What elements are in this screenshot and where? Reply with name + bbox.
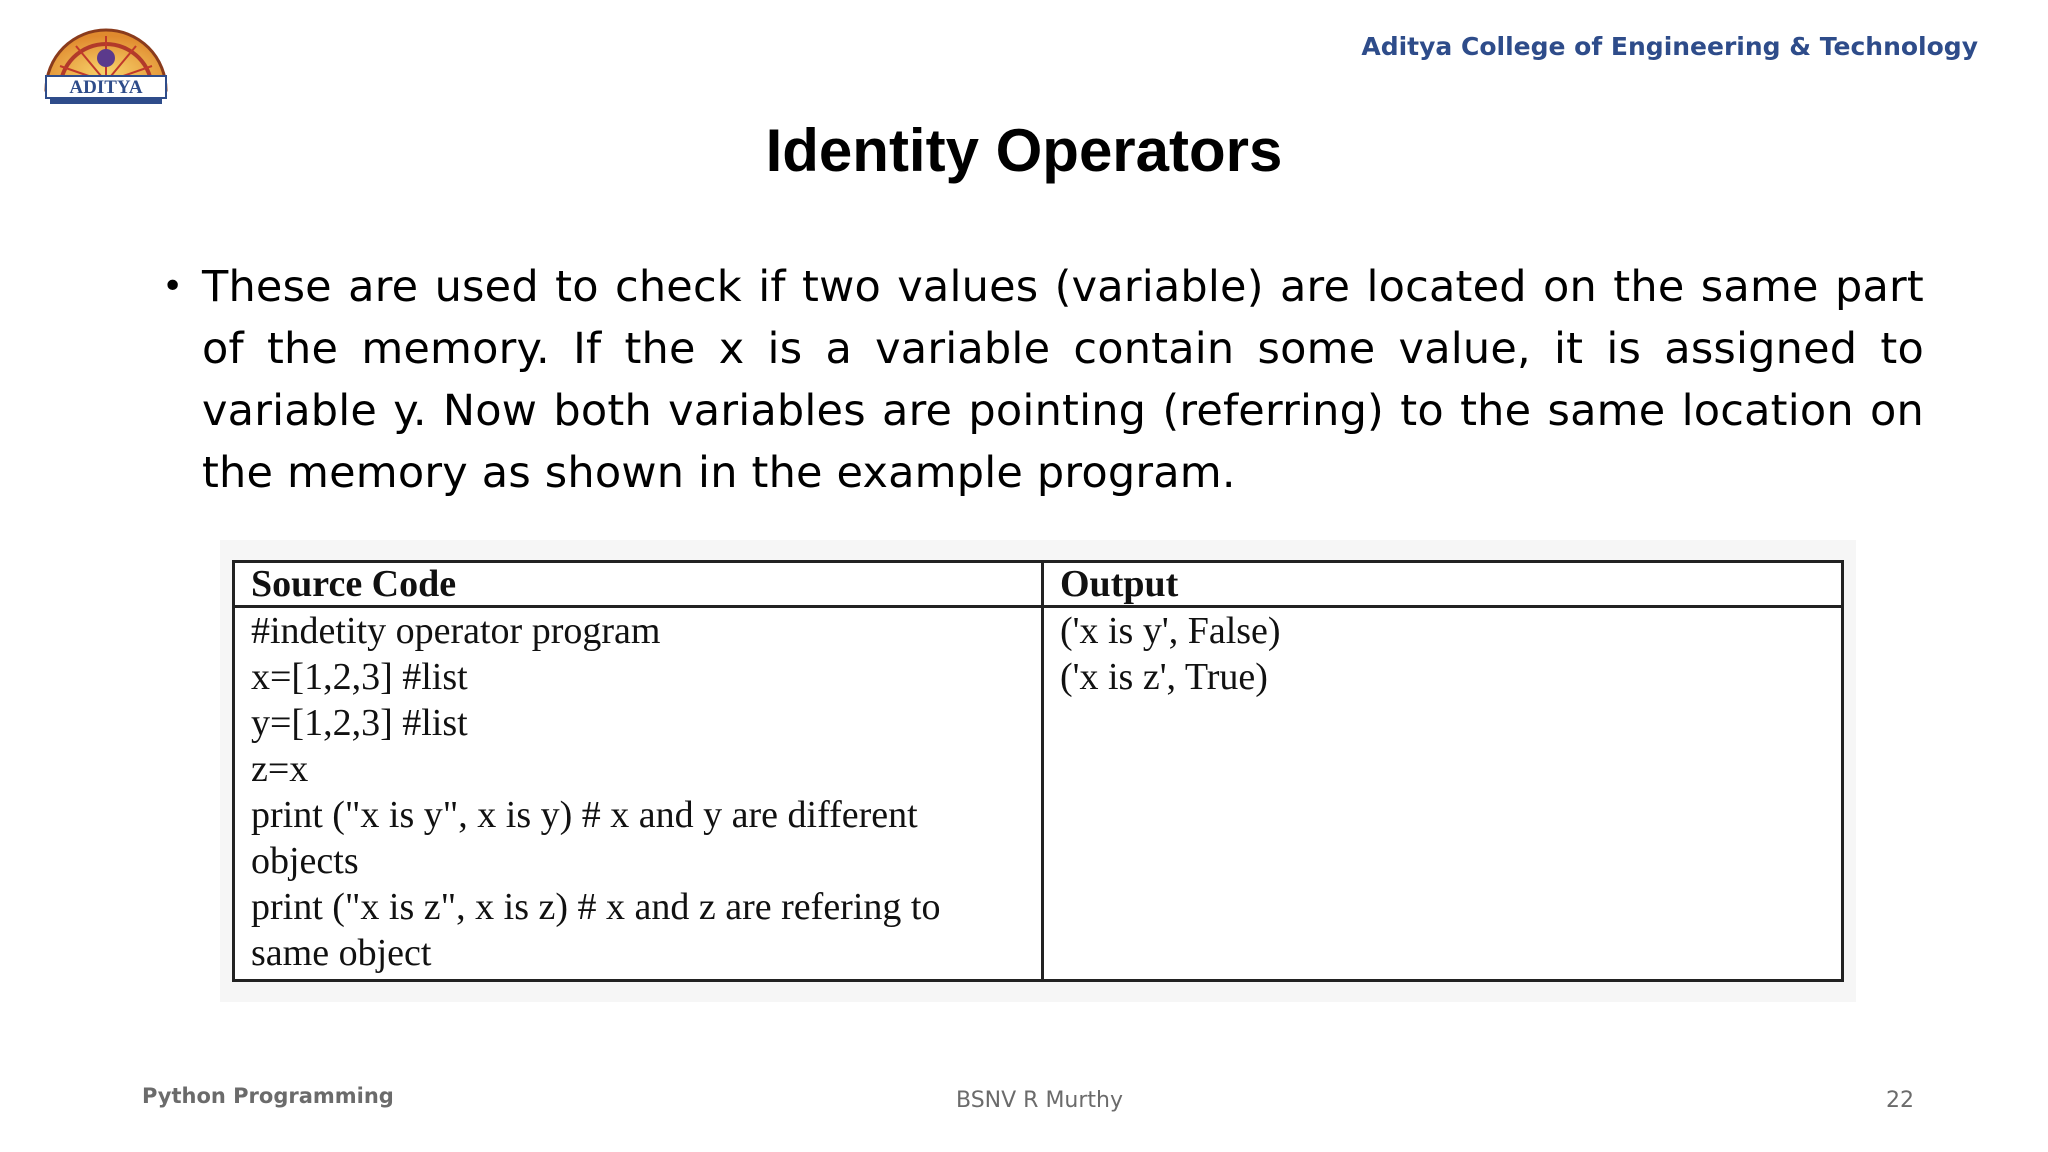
logo-wordmark: ADITYA [69,77,143,98]
code-example-image [220,540,1856,1002]
source-line: z=x [251,748,309,790]
source-line: #indetity operator program [251,610,661,652]
college-name: Aditya College of Engineering & Technology [1361,32,1978,61]
source-line: print ("x is y", x is y) # x and y are different [251,794,918,836]
output-line: ('x is z', True) [1060,656,1268,698]
header-source-code: Source Code [234,562,1043,607]
footer-course: Python Programming [142,1084,394,1108]
table-row [234,607,1843,981]
footer-author: BSNV R Murthy [956,1088,1124,1113]
table-header-row [234,562,1843,607]
footer-page-number: 22 [1886,1088,1914,1113]
bullet-text: These are used to check if two values (variable) are located on the same part of the memory. If the x is a variable contain some value, it is assigned to variable y. Now both variables are pointing (referring) to the same location on the memory as shown in the example program. [202,262,1924,498]
source-line: x=[1,2,3] #list [251,656,468,698]
header-output: Output [1043,562,1843,607]
slide-title: Identity Operators [765,117,1283,184]
source-line: y=[1,2,3] #list [251,702,468,744]
code-table [232,560,1844,982]
source-code-cell [234,607,1043,981]
college-logo [38,20,174,106]
source-line: print ("x is z", x is z) # x and z are refering to [251,886,941,928]
source-line: same object [251,932,432,974]
output-line: ('x is y', False) [1060,610,1281,652]
output-cell [1043,607,1843,981]
bullet-marker: • [162,266,184,307]
source-line: objects [251,840,359,882]
